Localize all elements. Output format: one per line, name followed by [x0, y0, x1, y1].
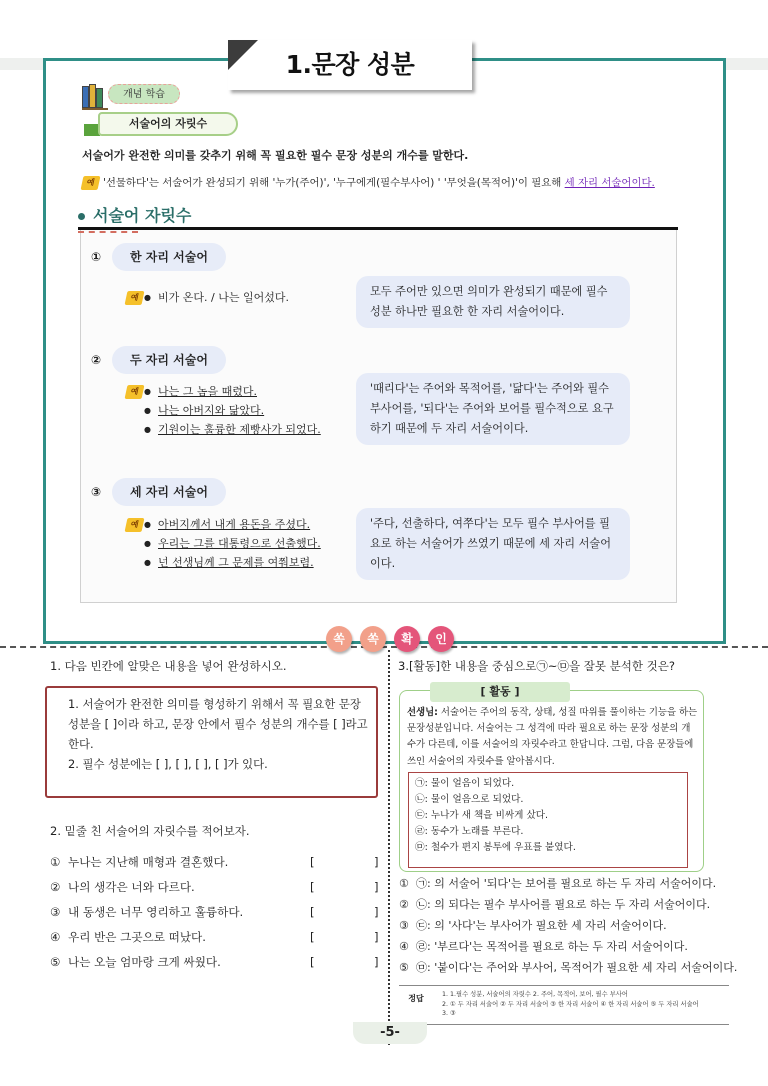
- explain-bubble: '때리다'는 주어와 목적어를, '닮다'는 주어와 필수 부사어를, '되다'는 주어와 보어를 필수적으로 요구하기 때문에 두 자리 서술어이다.: [356, 373, 630, 445]
- sentence-item: ㉣: 동수가 노래를 부른다.: [415, 826, 524, 837]
- example-sentence: 비가 온다. / 나는 일어섰다.: [158, 291, 289, 304]
- example-row: [142, 420, 321, 439]
- answer-row: [50, 925, 380, 950]
- sentence-item: ㉠: 물이 얼음이 되었다.: [415, 778, 515, 789]
- example-list: [129, 515, 321, 572]
- item-number: ②: [91, 353, 102, 367]
- example-row: [142, 534, 321, 553]
- row-sentence: 나는 오늘 엄마랑 크게 싸웠다.: [68, 955, 221, 969]
- explain-bubble: '주다, 선출하다, 여쭈다'는 모두 필수 부사어를 필요로 하는 서술어가 쓰였기 때문에 세 자리 서술어이다.: [356, 508, 630, 580]
- answer-close: ]: [374, 955, 379, 969]
- section-heading: [78, 203, 191, 226]
- check-ball: 쏙: [360, 626, 386, 652]
- example-sentence: 우리는 그를 대통령으로 선출했다.: [158, 537, 321, 550]
- question-1-box: [45, 686, 378, 798]
- choice-item[interactable]: [399, 873, 737, 894]
- example-sentence: 나는 아버지와 닮았다.: [158, 404, 265, 417]
- answer-key-line: 2. ① 두 자리 서술어 ② 두 자리 서술어 ③ 한 자리 서술어 ④ 한 자리 서술어 ⑤ 두 자리 서술어: [442, 1000, 699, 1008]
- section-rule: [78, 227, 678, 230]
- row-number: ②: [50, 880, 61, 894]
- row-sentence: 누나는 지난해 매형과 결혼했다.: [68, 855, 229, 869]
- answer-key-text: [442, 990, 722, 1019]
- check-ball: 쏙: [326, 626, 352, 652]
- example-row: [142, 553, 321, 572]
- row-sentence: 우리 반은 그곳으로 떠났다.: [68, 930, 206, 944]
- answer-key-line: 3. ③: [442, 1010, 456, 1018]
- answer-close: ]: [374, 905, 379, 919]
- activity-text: 서술어는 주어의 동작, 상태, 성질 따위를 풀이하는 기능을 하는 문장성분입니다. 서술어는 그 성격에 따라 필요로 하는 문장 성분의 개수가 다른데, 이를 서술어의 자릿수라고 한답니다. 그럼, 다음 문장들에 쓰인 서술어의 자릿수를 알아봅시다.: [407, 707, 698, 767]
- question-3-title: 3.[활동]한 내용을 중심으로㉠~㉤을 잘못 분석한 것은?: [398, 659, 675, 673]
- example-sentence: 넌 선생님께 그 문제를 여쭤보렴.: [158, 556, 314, 569]
- item-label: 두 자리 서술어: [112, 346, 226, 374]
- answer-open[interactable]: [: [310, 930, 315, 944]
- answer-row: [50, 850, 380, 875]
- check-ball: 인: [428, 626, 454, 652]
- choice-text: ㉣: '부르다'는 목적어를 필요로 하는 두 자리 서술어이다.: [416, 940, 688, 953]
- concept-subtitle: 서술어의 자릿수: [98, 112, 238, 136]
- question-2-rows: [50, 850, 380, 975]
- choice-number: ②: [399, 898, 409, 911]
- teacher-label: 선생님:: [407, 707, 438, 718]
- sentence-item: ㉤: 철수가 편지 봉투에 우표를 붙였다.: [415, 842, 576, 853]
- section-rule-accent: [78, 231, 138, 233]
- activity-tag: [ 활동 ]: [430, 682, 570, 702]
- answer-open[interactable]: [: [310, 905, 315, 919]
- answer-key-line: 1. 1.필수 성분, 서술어의 자릿수 2. 주어, 목적어, 보어, 필수 부사어: [442, 991, 628, 998]
- section-divider: [0, 646, 768, 648]
- example-badge: 예: [81, 176, 101, 190]
- example-row: [129, 382, 321, 401]
- choice-item[interactable]: [399, 915, 737, 936]
- sentence-list: [408, 772, 688, 868]
- example-text: '선물하다'는 서술어가 완성되기 위해 '누가(주어)', '누구에게(필수부사어) ' '무엇을(목적어)'이 필요해: [103, 177, 565, 189]
- section-heading-text: 서술어 자릿수: [93, 206, 192, 225]
- question-1-title: 1. 다음 빈칸에 알맞은 내용을 넣어 완성하시오.: [50, 659, 287, 673]
- choice-item[interactable]: [399, 957, 737, 978]
- answer-open[interactable]: [: [310, 955, 315, 969]
- choice-item[interactable]: [399, 936, 737, 957]
- item-label: 세 자리 서술어: [112, 478, 226, 506]
- example-highlight: 세 자리 서술어이다.: [564, 177, 655, 189]
- blank-item: 1. 서술어가 완전한 의미를 형성하기 위해서 꼭 필요한 문장 성분을 [ ]이라 하고, 문장 안에서 필수 성분의 개수를 [ ]라고 한다.: [68, 697, 368, 751]
- example-row: [142, 401, 321, 420]
- books-icon: [82, 82, 108, 108]
- answer-row: [50, 950, 380, 975]
- answer-close: ]: [374, 855, 379, 869]
- definition-text: 서술어가 완전한 의미를 갖추기 위해 꼭 필요한 필수 문장 성분의 개수를 말한다.: [82, 149, 469, 162]
- row-number: ③: [50, 905, 61, 919]
- answer-close: ]: [374, 880, 379, 894]
- column-divider: [388, 650, 390, 1045]
- item-label: 한 자리 서술어: [112, 243, 226, 271]
- check-ball: 확: [394, 626, 420, 652]
- example-sentence: 아버지께서 내게 용돈을 주셨다.: [158, 518, 311, 531]
- choice-text: ㉢: 의 '사다'는 부사어가 필요한 세 자리 서술어이다.: [416, 919, 667, 932]
- explain-bubble: 모두 주어만 있으면 의미가 완성되기 때문에 필수 성분 하나만 필요한 한 자리 서술어이다.: [356, 276, 630, 328]
- example-sentence: 기원이는 훌륭한 제빵사가 되었다.: [158, 423, 321, 436]
- choice-number: ①: [399, 877, 409, 890]
- row-number: ④: [50, 930, 61, 944]
- choice-number: ⑤: [399, 961, 409, 974]
- example-badge: ● 예: [125, 385, 145, 399]
- answer-open[interactable]: [: [310, 855, 315, 869]
- example-row: [129, 515, 321, 534]
- concept-badge: 개념 학습: [108, 84, 180, 104]
- page-title: 1.문장 성분: [285, 50, 415, 79]
- bullet-icon: [78, 213, 85, 220]
- choice-text: ㉡: 의 되다는 필수 부사어를 필요로 하는 두 자리 서술어이다.: [416, 898, 711, 911]
- page-number: -5-: [353, 1022, 427, 1044]
- blank-item: 2. 필수 성분에는 [ ], [ ], [ ], [ ]가 있다.: [68, 757, 268, 771]
- choice-text: ㉠: 의 서술어 '되다'는 보어를 필요로 하는 두 자리 서술어이다.: [416, 877, 717, 890]
- choice-number: ④: [399, 940, 409, 953]
- answer-row: [50, 900, 380, 925]
- answer-row: [50, 875, 380, 900]
- row-sentence: 내 동생은 너무 영리하고 훌륭하다.: [68, 905, 244, 919]
- choice-list: [399, 873, 737, 978]
- choice-item[interactable]: [399, 894, 737, 915]
- sentence-item: ㉡: 물이 얼음으로 되었다.: [415, 794, 524, 805]
- example-list: [129, 288, 289, 307]
- answer-close: ]: [374, 930, 379, 944]
- example-badge: ● 예: [125, 291, 145, 305]
- item-number: ③: [91, 485, 102, 499]
- choice-text: ㉤: '붙이다'는 주어와 부사어, 목적어가 필요한 세 자리 서술어이다.: [416, 961, 738, 974]
- row-number: ⑤: [50, 955, 61, 969]
- row-number: ①: [50, 855, 61, 869]
- row-sentence: 나의 생각은 너와 다르다.: [68, 880, 195, 894]
- answer-key-label: 정답: [408, 994, 424, 1003]
- example-badge: ● 예: [125, 518, 145, 532]
- example-row: [129, 288, 289, 307]
- question-2-title: 2. 밑줄 친 서술어의 자릿수를 적어보자.: [50, 824, 250, 838]
- sentence-item: ㉢: 누나가 새 책을 비싸게 샀다.: [415, 810, 549, 821]
- choice-number: ③: [399, 919, 409, 932]
- answer-open[interactable]: [: [310, 880, 315, 894]
- item-number: ①: [91, 250, 102, 264]
- example-line: [82, 174, 655, 190]
- example-list: [129, 382, 321, 439]
- activity-paragraph: [407, 705, 699, 770]
- example-sentence: 나는 그 놈을 때렸다.: [158, 385, 257, 398]
